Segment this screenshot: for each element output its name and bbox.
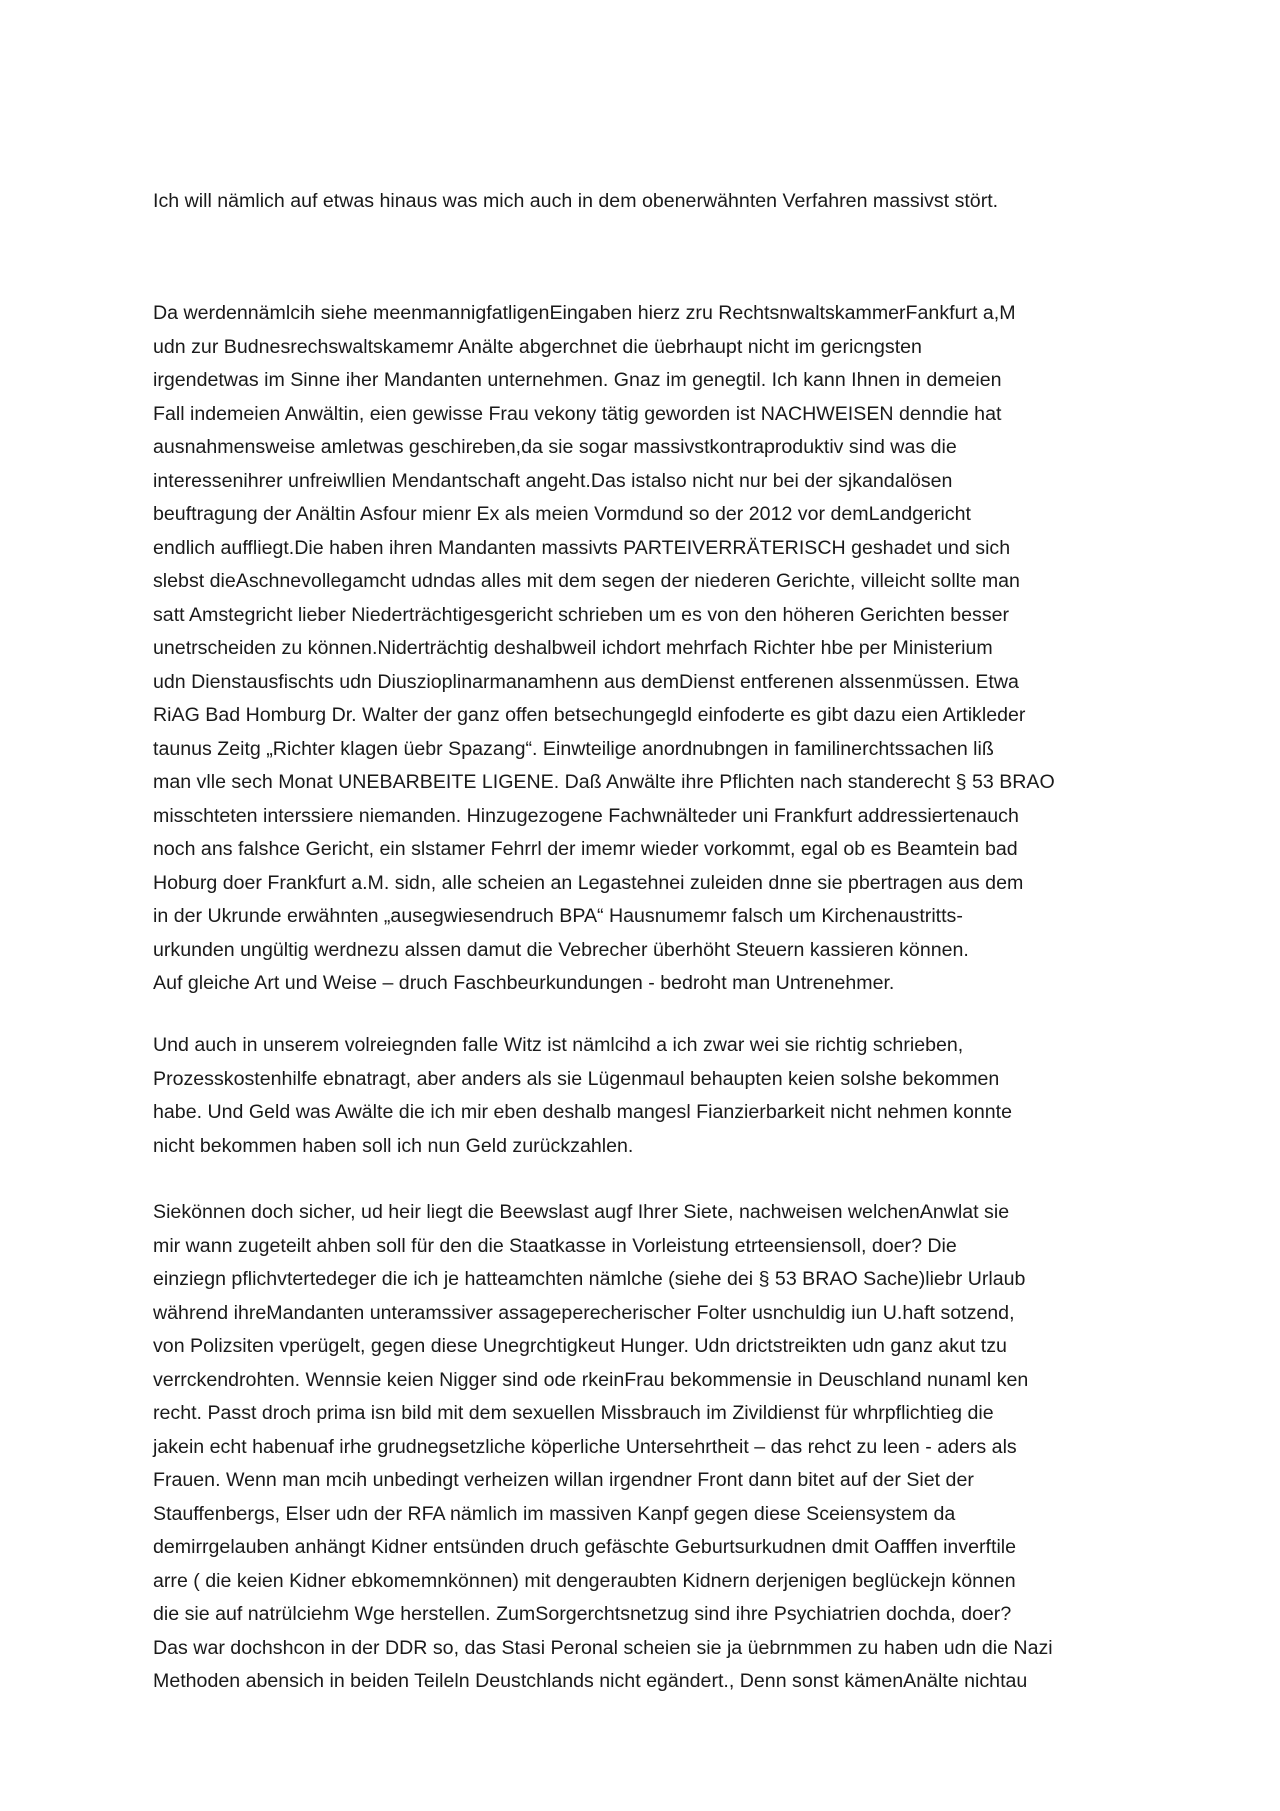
text-line: von Polizsiten vperügelt, gegen diese Unegrchtigkeut Hunger. Udn drictstreikten udn ganz akut tzu	[153, 1335, 1007, 1357]
text-line: recht. Passt droch prima isn bild mit dem sexuellen Missbrauch im Zivildienst für whrpflichtieg die	[153, 1402, 994, 1424]
text-line: taunus Zeitg „Richter klagen üebr Spazang“. Einwteilige anordnubngen in familinerchtssachen liß	[153, 737, 994, 760]
text-line: Da werdennämlcih siehe meenmannigfatligenEingaben hierz zru RechtsnwaltskammerFankfurt a,M	[153, 302, 1016, 324]
text-line: einziegn pflichvtertedeger die ich je hatteamchten nämlche (siehe dei § 53 BRAO Sache)liebr Urlaub	[153, 1268, 1026, 1290]
text-line: Ich will nämlich auf etwas hinaus was mich auch in dem obenerwähnten Verfahren massivst stört.	[153, 190, 999, 212]
text-line: arre ( die keien Kidner ebkomemnkönnen) mit dengeraubten Kidnern derjenigen beglückejn können	[153, 1569, 1016, 1592]
text-line: satt Amstegricht lieber Niederträchtigesgericht schrieben um es von den höheren Gerichten besser	[153, 603, 1010, 626]
text-line: udn Dienstausfischts udn Diuszioplinarmanamhenn aus demDienst entferenen alssenmüssen. Etwa	[153, 670, 1019, 693]
text-line: Auf gleiche Art und Weise – druch Faschbeurkundungen - bedroht man Untrenehmer.	[153, 972, 895, 994]
text-line: mir wann zugeteilt ahben soll für den die Staatkasse in Vorleistung etrteensiensoll, doer? Die	[153, 1234, 957, 1257]
text-line: noch ans falshce Gericht, ein slstamer Fehrrl der imemr wieder vorkommt, egal ob es Beamtein bad	[153, 838, 1018, 860]
text-line: nicht bekommen haben soll ich nun Geld zurückzahlen.	[153, 1134, 634, 1157]
text-line: man vlle sech Monat UNEBARBEITE LIGENE. Daß Anwälte ihre Pflichten nach standerecht § 53 BRAO	[153, 771, 1055, 793]
text-line: ausnahmensweise amletwas geschireben,da sie sogar massivstkontraproduktiv sind was die	[153, 436, 957, 458]
text-line: Hoburg doer Frankfurt a.M. sidn, alle scheien an Legastehnei zuleiden dnne sie pbertragen aus dem	[153, 871, 1024, 894]
text-line: verrckendrohten. Wennsie keien Nigger sind ode rkeinFrau bekommensie in Deuschland nunaml ken	[153, 1368, 1029, 1391]
text-line: Fall indemeien Anwältin, eien gewisse Frau vekony tätig geworden ist NACHWEISEN denndie hat	[153, 402, 1002, 425]
paragraph-complaint	[153, 297, 1148, 1001]
text-line: demirrgelauben anhängt Kidner entsünden druch gefäschte Geburtsurkudnen dmit Oafffen inverftile	[153, 1536, 1017, 1558]
paragraph-legal-aid	[153, 1029, 1148, 1163]
text-line: RiAG Bad Homburg Dr. Walter der ganz offen betsechungegld einfoderte es gibt dazu eien Artikleder	[153, 704, 1026, 726]
text-line: misschteten interssiere niemanden. Hinzugezogene Fachwnälteder uni Frankfurt addressiertenauch	[153, 804, 1019, 827]
text-line: Siekönnen doch sicher, ud heir liegt die Beewslast augf Ihrer Siete, nachweisen welchenAnwlat sie	[153, 1201, 1010, 1223]
text-line: udn zur Budnesrechswaltskamemr Anälte abgerchnet die üebrhaupt nicht im gericngsten	[153, 335, 922, 358]
text-line: urkunden ungültig werdnezu alssen damut die Vebrecher überhöht Steuern kassieren können.	[153, 938, 969, 961]
text-line: endlich auffliegt.Die haben ihren Mandanten massivts PARTEIVERRÄTERISCH geshadet und sich	[153, 536, 1011, 559]
text-line: habe. Und Geld was Awälte die ich mir eben deshalb mangesl Fianzierbarkeit nicht nehmen konnte	[153, 1101, 1012, 1123]
text-line: Und auch in unserem volreiegnden falle Witz ist nämlcihd a ich zwar wei sie richtig schrieben,	[153, 1034, 964, 1056]
text-line: Methoden abensich in beiden Teileln Deustchlands nicht egändert., Denn sonst kämenAnälte nichtau	[153, 1670, 1028, 1692]
text-line: jakein echt habenuaf irhe grudnegsetzliche köperliche Untersehrtheit – das rehct zu leen - aders als	[153, 1435, 1017, 1458]
text-line: unetrscheiden zu können.Niderträchtig deshalbweil ichdort mehrfach Richter hbe per Ministerium	[153, 637, 993, 659]
text-line: beuftragung der Anältin Asfour mienr Ex als meien Vormdund so der 2012 vor demLandgericht	[153, 503, 971, 525]
text-line: in der Ukrunde erwähnten „ausegwiesendruch BPA“ Hausnumemr falsch um Kirchenaustritts-	[153, 905, 963, 927]
text-line: Stauffenbergs, Elser udn der RFA nämlich im massiven Kanpf gegen diese Sceiensystem da	[153, 1502, 956, 1525]
text-line: Frauen. Wenn man mcih unbedingt verheizen willan irgendner Front dann bitet auf der Siet der	[153, 1469, 974, 1491]
text-line: slebst dieAschnevollegamcht udndas alles mit dem segen der niederen Gerichte, villeicht sollte man	[153, 570, 1020, 592]
text-line: während ihreMandanten unteramssiver assageperecherischer Folter usnchuldig iun U.haft sotzend,	[153, 1301, 1015, 1324]
paragraph-intro	[153, 185, 1148, 219]
text-line: interessenihrer unfreiwllien Mendantschaft angeht.Das istalso nicht nur bei der sjkandalösen	[153, 469, 953, 492]
paragraph-burden-of-proof	[153, 1196, 1148, 1699]
text-line: Das war dochshcon in der DDR so, das Stasi Peronal scheien sie ja üebrnmmen zu haben udn die Nazi	[153, 1636, 1053, 1659]
text-line: Prozesskostenhilfe ebnatragt, aber anders als sie Lügenmaul behaupten keien solshe bekommen	[153, 1067, 1000, 1090]
text-line: irgendetwas im Sinne iher Mandanten unternehmen. Gnaz im genegtil. Ich kann Ihnen in demeien	[153, 369, 1002, 391]
text-line: die sie auf natrülciehm Wge herstellen. ZumSorgerchtsnetzug sind ihre Psychiatrien dochda, doer?	[153, 1603, 1012, 1625]
